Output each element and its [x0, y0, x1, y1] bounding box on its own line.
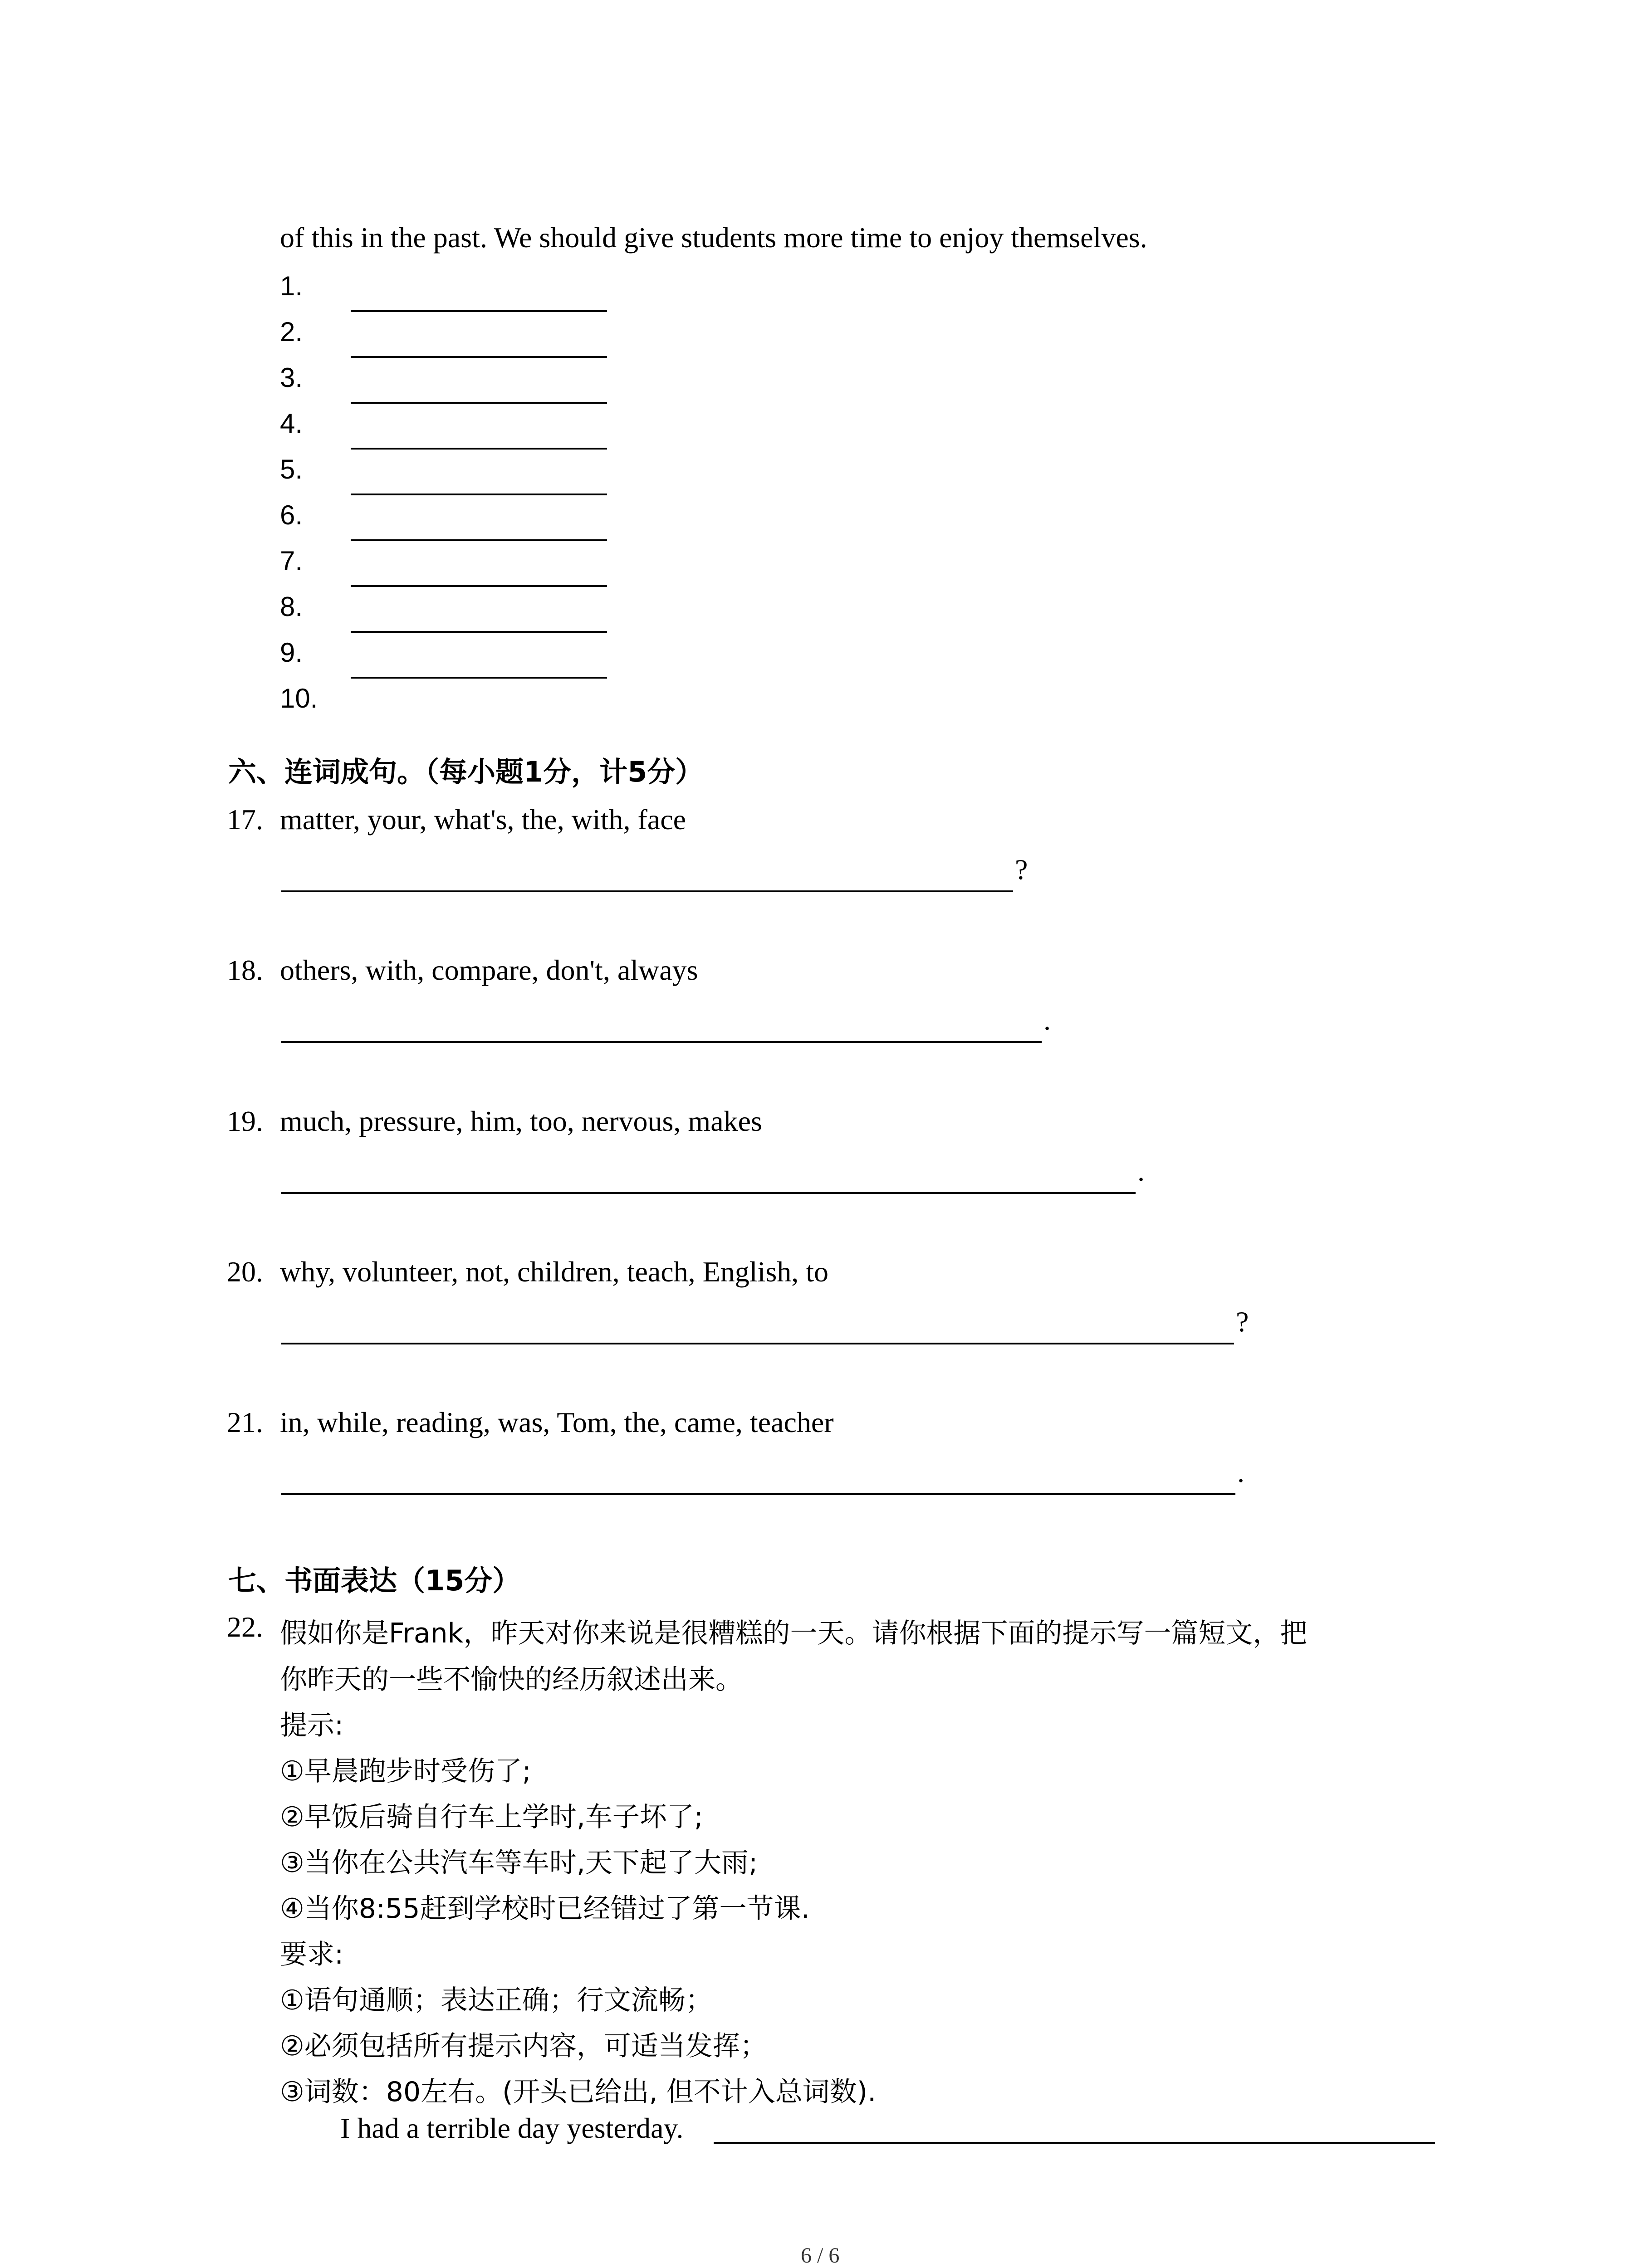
blank-number: 5. [280, 454, 303, 484]
blank-number: 3. [280, 362, 303, 393]
blank-number: 6. [280, 500, 303, 530]
blank-number: 4. [280, 408, 303, 439]
question-end-mark: . [1043, 1004, 1051, 1036]
answer-line[interactable] [281, 890, 1013, 892]
continuation-text: of this in the past. We should give students more time to enjoy themselves. [280, 221, 1147, 254]
answer-line[interactable] [351, 539, 607, 541]
question-words: much, pressure, him, too, nervous, makes [280, 1105, 762, 1137]
answer-line[interactable] [351, 494, 607, 495]
blank-number: 1. [280, 271, 303, 301]
question-number: 22. [227, 1611, 263, 1643]
requirement-item: ③词数：80左右。(开头已给出, 但不计入总词数). [280, 2076, 877, 2108]
writing-prompt-line: 假如你是Frank，昨天对你来说是很糟糕的一天。请你根据下面的提示写一篇短文，把 [280, 1618, 1308, 1649]
hints-label: 提示: [280, 1710, 344, 1741]
question-end-mark: . [1237, 1456, 1244, 1488]
question-number: 20. [227, 1256, 263, 1288]
hint-item: ①早晨跑步时受伤了; [280, 1755, 532, 1787]
page-number: 6 / 6 [801, 2244, 840, 2268]
hint-item: ②早饭后骑自行车上学时,车子坏了; [280, 1801, 704, 1833]
question-words: why, volunteer, not, children, teach, English, to [280, 1256, 828, 1288]
question-end-mark: . [1137, 1155, 1145, 1187]
hint-item: ④当你8:55赶到学校时已经错过了第一节课. [280, 1893, 810, 1925]
blank-number: 8. [280, 591, 303, 622]
answer-line[interactable] [351, 310, 607, 312]
section-heading: 七、书面表达（15分） [228, 1564, 521, 1597]
answer-line[interactable] [281, 1192, 1136, 1194]
answer-line[interactable] [351, 402, 607, 404]
blank-number: 9. [280, 637, 303, 668]
answer-line[interactable] [351, 448, 607, 450]
opening-sentence: I had a terrible day yesterday. [340, 2112, 684, 2144]
answer-line[interactable] [281, 1343, 1234, 1344]
question-words: others, with, compare, don't, always [280, 954, 698, 986]
question-words: matter, your, what's, the, with, face [280, 803, 686, 836]
question-words: in, while, reading, was, Tom, the, came, teacher [280, 1406, 834, 1438]
question-end-mark: ? [1236, 1305, 1249, 1338]
question-number: 17. [227, 803, 263, 836]
answer-line[interactable] [351, 631, 607, 633]
writing-answer-line[interactable] [714, 2142, 1435, 2144]
writing-prompt-line: 你昨天的一些不愉快的经历叙述出来。 [280, 1664, 743, 1696]
section-heading: 六、连词成句。（每小题1分，计5分） [228, 755, 704, 788]
hint-item: ③当你在公共汽车等车时,天下起了大雨; [280, 1847, 758, 1879]
blank-number: 7. [280, 546, 303, 576]
answer-line[interactable] [351, 356, 607, 358]
answer-line[interactable] [281, 1493, 1235, 1495]
question-number: 18. [227, 954, 263, 986]
answer-line[interactable] [351, 585, 607, 587]
answer-line[interactable] [351, 677, 607, 679]
blank-number: 10. [280, 683, 318, 714]
question-number: 19. [227, 1105, 263, 1137]
blank-number: 2. [280, 317, 303, 347]
requirements-label: 要求: [280, 1939, 344, 1970]
question-end-mark: ? [1015, 853, 1028, 885]
requirement-item: ①语句通顺；表达正确；行文流畅； [280, 1984, 713, 2016]
answer-line[interactable] [281, 1041, 1042, 1043]
requirement-item: ②必须包括所有提示内容，可适当发挥； [280, 2030, 767, 2062]
question-number: 21. [227, 1406, 263, 1438]
